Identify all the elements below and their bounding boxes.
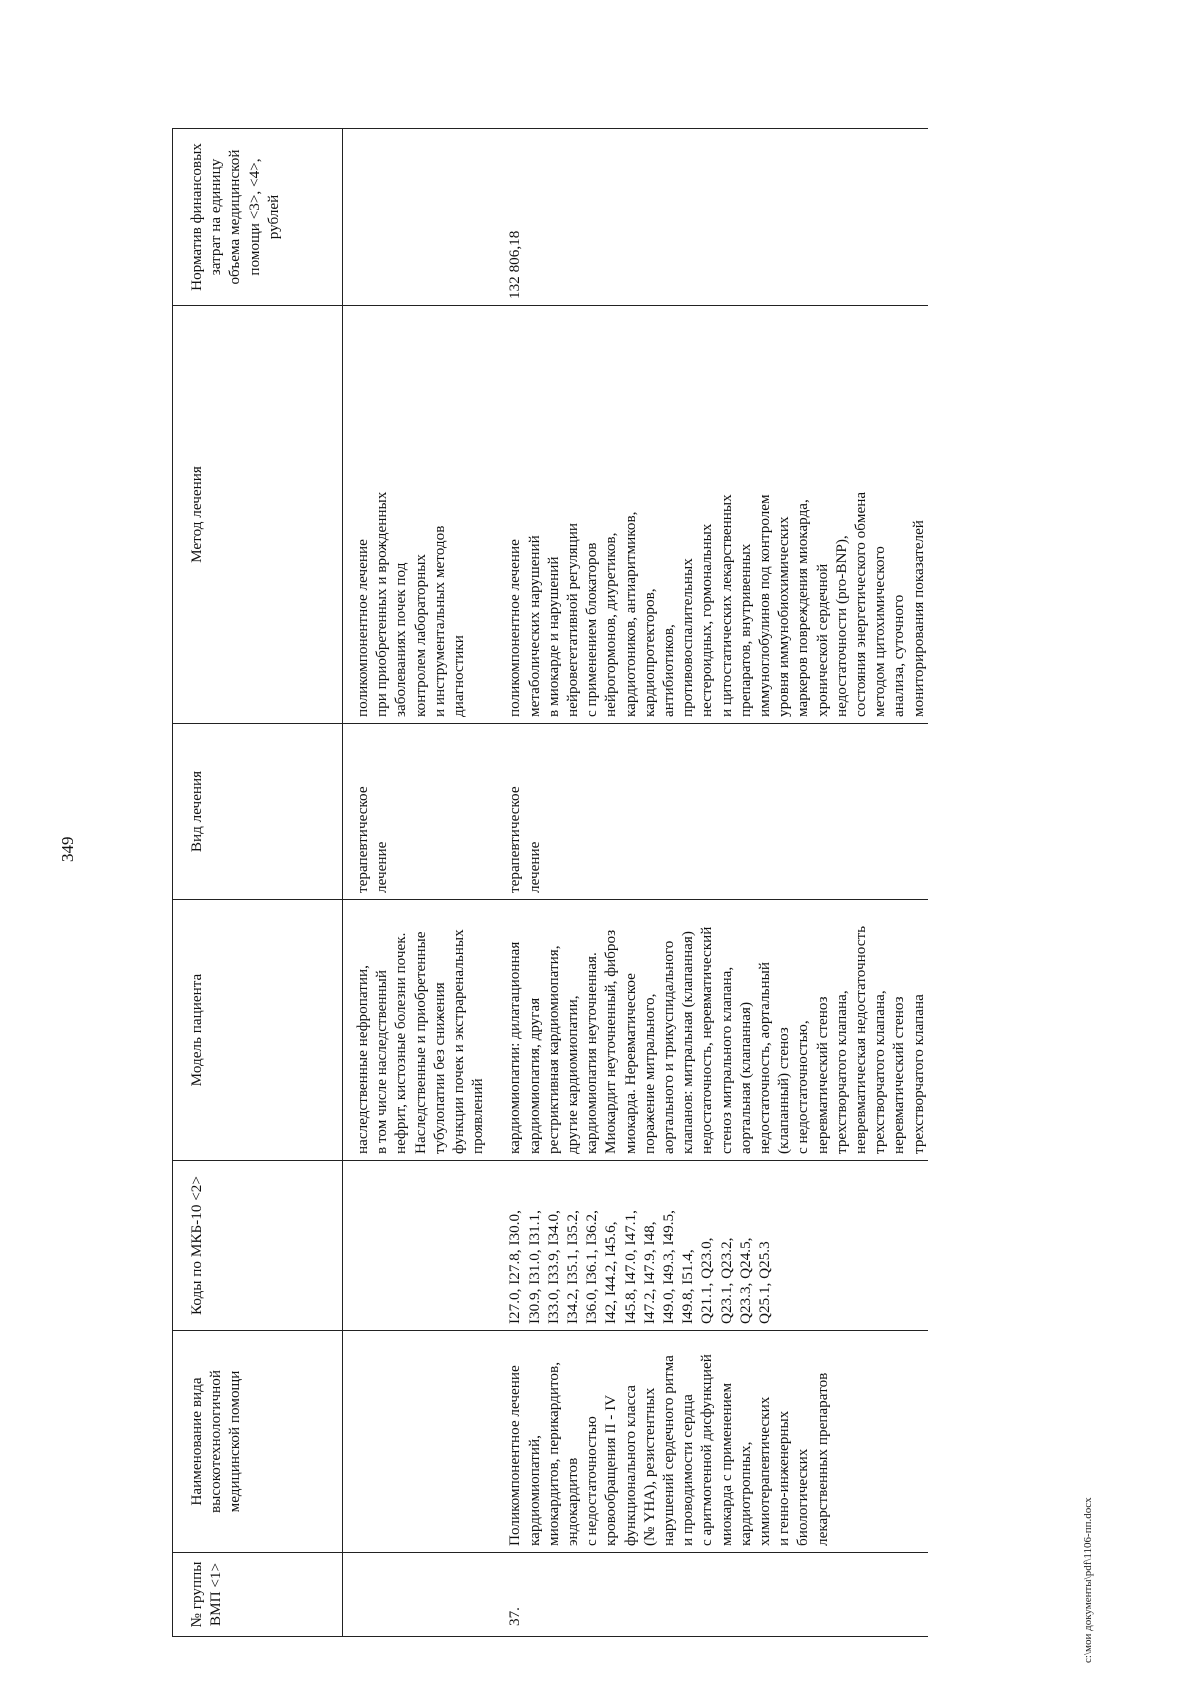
header-cost-standard: Норматив финансовых затрат на единицу объема медицинской помощи <3>, <4>, рублей <box>173 129 343 306</box>
header-icd-codes: Коды по МКБ-10 <2> <box>173 1161 343 1331</box>
cell-patient-model: кардиомиопатии: дилатационная кардиомиопатия, другая рестриктивная кардиомиопатия, другие кардиомиопатии, кардиомиопатия неуточненная. Миокардит неуточненный, фиброз миокарда. Неревматическое поражение митрального, аортального и трикуспидального клапанов: митральная (клапанная) недостаточность, неревматический стеноз митрального клапана, аортальная (клапанная) недостаточность, аортальный (клапанный) стеноз с недостаточностью, неревматический стеноз трехстворчатого клапана, невревматическая недостаточность трехстворчатого клапана, неревматический стеноз трехстворчатого клапана <box>501 900 927 1161</box>
cell-group-number <box>343 1553 502 1637</box>
cell-patient-model: наследственные нефропатии, в том числе наследственный нефрит, кистозные болезни почек. Наследственные и приобретенные тубулопатии без снижения функции почек и экстраренальных проявлений <box>343 900 502 1161</box>
cell-icd-codes: I27.0, I27.8, I30.0, I30.9, I31.0, I31.1, I33.0, I33.9, I34.0, I34.2, I35.1, I35.2, I36.0, I36.1, I36.2, I42, I44.2, I45.6, I45.8, I47.0, I47.1, I47.2, I47.9, I48, I49.0, I49.3, I49.5, I49.8, I51.4, Q21.1, Q23.0, Q23.1, Q23.2, Q23.3, Q24.5, Q25.1, Q25.3 <box>501 1161 927 1331</box>
cell-icd-codes <box>343 1161 502 1331</box>
cell-treatment-type: терапевтическое лечение <box>501 724 927 900</box>
header-vmp-name: Наименование вида высокотехнологичной медицинской помощи <box>173 1331 343 1553</box>
vmp-table <box>172 128 928 1637</box>
table-row <box>343 129 502 1637</box>
cell-cost: 132 806,18 <box>501 129 927 306</box>
cell-treatment-type: терапевтическое лечение <box>343 724 502 900</box>
table-header-row <box>173 129 343 1637</box>
table-row <box>501 129 927 1637</box>
header-treatment-type: Вид лечения <box>173 724 343 900</box>
header-group-number: № группы ВМП <1> <box>173 1553 343 1637</box>
cell-vmp-name <box>343 1331 502 1553</box>
cell-group-number: 37. <box>501 1553 927 1637</box>
header-patient-model: Модель пациента <box>173 900 343 1161</box>
header-treatment-method: Метод лечения <box>173 306 343 724</box>
cell-treatment-method: поликомпонентное лечение при приобретенных и врожденных заболеваниях почек под контролем лабораторных и инструментальных методов диагностики <box>343 306 502 724</box>
cell-treatment-method: поликомпонентное лечение метаболических нарушений в миокарде и нарушений нейровегетативной регуляции с применением блокаторов нейрогормонов, диуретиков, кардиотоников, антиаритмиков, кардиопротекторов, антибиотиков, противовоспалительных нестероидных, гормональных и цитостатических лекарственных препаратов, внутривенных иммуноглобулинов под контролем уровня иммунобиохимических маркеров повреждения миокарда, хронической сердечной недостаточности (pro-BNP), состояния энергетического обмена методом цитохимического анализа, суточного мониторирования показателей <box>501 306 927 724</box>
cell-vmp-name: Поликомпонентное лечение кардиомиопатий, миокардитов, перикардитов, эндокардитов с недостаточностью кровообращения II - IV функционального класса (№ YHA), резистентных нарушений сердечного ритма и проводимости сердца с аритмогенной дисфункцией миокарда с применением кардиотропных, химиотерапевтических и генно-инженерных биологических лекарственных препаратов <box>501 1331 927 1553</box>
page-number: 349 <box>58 836 77 862</box>
cell-cost <box>343 129 502 306</box>
footer-file-path: c:\мои документы\pdf\1106-пп.docx <box>1082 1497 1094 1663</box>
